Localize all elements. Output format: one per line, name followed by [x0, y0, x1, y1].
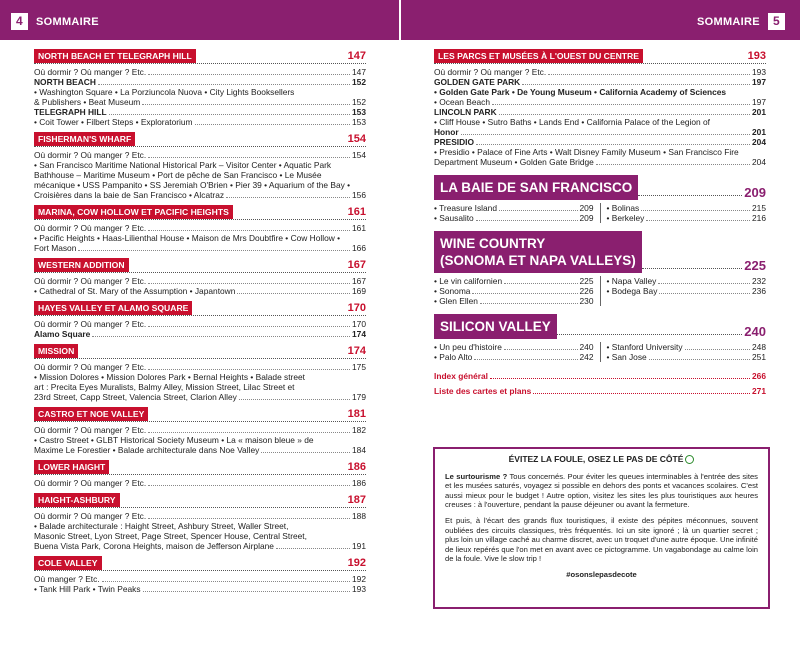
dot-leader [237, 293, 350, 294]
toc-line-page: 251 [752, 352, 766, 362]
dot-leader [499, 210, 578, 211]
toc-line-page: 197 [752, 97, 766, 107]
toc-line[interactable] [434, 67, 766, 77]
toc-line-text: • Un peu d'histoire [434, 342, 502, 352]
toc-line-text: • Bolinas [606, 203, 640, 213]
toc-line-text: • Bodega Bay [606, 286, 658, 296]
chapter-title [434, 231, 642, 273]
toc-line-text: Où dormir ? Où manger ? Etc. [34, 67, 147, 77]
callout-hashtag: #osonslepasdecote [566, 569, 637, 579]
toc-line[interactable] [434, 342, 594, 352]
toc-line-page: 230 [579, 296, 594, 306]
toc-line-text: • San Francisco Maritime National Historical Park – Visitor Center • Aquatic Park [34, 160, 332, 170]
toc-section [34, 490, 366, 551]
toc-line-page: 174 [352, 329, 366, 339]
toc-line-text: • Balade architecturale : Haight Street, Ashbury Street, Waller Street, [34, 521, 289, 531]
toc-line-page: 152 [352, 77, 366, 87]
toc-line-text: Où dormir ? Où manger ? Etc. [434, 67, 547, 77]
toc-line[interactable] [34, 362, 366, 372]
toc-line-text: Maxime Le Forestier • Balade architecturale dans Noe Valley [34, 445, 260, 455]
entries-right [607, 203, 767, 223]
toc-line[interactable] [434, 203, 594, 213]
section-title: WESTERN ADDITION [34, 258, 129, 272]
chapter-entries [434, 342, 766, 362]
toc-section-header[interactable] [34, 202, 366, 220]
toc-line-page: 191 [352, 541, 366, 551]
toc-line[interactable] [34, 117, 366, 127]
entries-left [434, 203, 594, 223]
toc-line[interactable] [434, 352, 594, 362]
dot-leader [476, 220, 578, 221]
right-header-title: SOMMAIRE [697, 16, 760, 28]
dot-leader [148, 157, 350, 158]
dot-leader [596, 164, 750, 165]
toc-line-page: 193 [352, 584, 366, 594]
toc-line[interactable] [434, 97, 766, 107]
section-page: 161 [347, 206, 366, 218]
toc-line-page: 216 [752, 213, 766, 223]
toc-line-text: • Ocean Beach [434, 97, 491, 107]
chapter-header[interactable] [434, 314, 766, 339]
toc-line[interactable] [434, 77, 766, 87]
toc-line[interactable] [434, 127, 766, 137]
section-page: 192 [347, 557, 366, 569]
dot-leader [548, 74, 750, 75]
toc-line-page: 167 [352, 276, 366, 286]
toc-line-text: Où dormir ? Où manger ? Etc. [34, 223, 147, 233]
toc-line[interactable] [34, 574, 366, 584]
toc-line[interactable] [607, 276, 767, 286]
toc-line[interactable] [434, 87, 766, 97]
dot-leader [142, 104, 350, 105]
toc-line-text: • Stanford University [606, 342, 683, 352]
callout-box [433, 447, 770, 609]
toc-line[interactable] [434, 107, 766, 117]
index-link-text: Liste des cartes et plans [434, 386, 532, 396]
toc-line-text: • San Jose [606, 352, 647, 362]
toc-line[interactable] [434, 147, 766, 157]
toc-section [34, 553, 366, 594]
entries-left [434, 342, 594, 362]
toc-section-header[interactable] [34, 457, 366, 475]
section-title: MISSION [34, 344, 78, 358]
section-page: 147 [347, 50, 366, 62]
dot-leader [533, 393, 750, 394]
toc-line-text: Bathhouse – Maritime Museum • Port de pêche de San Francisco • Le Musée [34, 170, 322, 180]
entries-left [434, 276, 594, 306]
toc-line-page: 184 [352, 445, 366, 455]
toc-section-header[interactable] [34, 298, 366, 316]
spacer [434, 362, 766, 366]
section-title: CASTRO ET NOE VALLEY [34, 407, 148, 421]
right-page-number: 5 [773, 14, 780, 28]
section-page: 174 [347, 345, 366, 357]
dot-leader [239, 399, 350, 400]
dot-leader [474, 359, 577, 360]
toc-section [434, 46, 766, 167]
toc-line-text: • Treasure Island [434, 203, 497, 213]
chapter-title: SILICON VALLEY [434, 314, 557, 339]
toc-line[interactable] [34, 478, 366, 488]
toc-line-page: 242 [579, 352, 594, 362]
toc-line[interactable] [34, 150, 366, 160]
dot-leader [148, 326, 350, 327]
section-title: HAYES VALLEY ET ALAMO SQUARE [34, 301, 192, 315]
dot-leader [92, 336, 350, 337]
toc-line-text: PRESIDIO [434, 137, 475, 147]
section-title: LOWER HAIGHT [34, 460, 109, 474]
toc-line-text: Où dormir ? Où manger ? Etc. [34, 511, 147, 521]
toc-line-page: 209 [579, 213, 594, 223]
toc-line-page: 175 [352, 362, 366, 372]
toc-section [34, 46, 366, 127]
toc-line-page: 153 [352, 117, 366, 127]
toc-line-page: 186 [352, 478, 366, 488]
toc-section [34, 404, 366, 455]
toc-line-text: & Publishers • Beat Museum [34, 97, 141, 107]
dot-leader [476, 144, 750, 145]
toc-line-text: Où manger ? Etc. [34, 574, 100, 584]
entries-right [607, 342, 767, 362]
toc-line-text: Department Museum • Golden Gate Bridge [434, 157, 594, 167]
entries-right [607, 276, 767, 306]
dot-leader [148, 369, 350, 370]
dot-leader [499, 114, 750, 115]
dot-leader [685, 349, 751, 350]
toc-line[interactable] [434, 157, 766, 167]
dot-leader [148, 283, 350, 284]
toc-line-text: • Napa Valley [606, 276, 657, 286]
toc-line-page: 193 [752, 67, 766, 77]
toc-line[interactable] [34, 233, 366, 243]
callout-lead: Le surtourisme ? [445, 471, 508, 481]
toc-section-header[interactable] [34, 255, 366, 273]
dot-leader [649, 359, 750, 360]
toc-line[interactable] [607, 286, 767, 296]
toc-section-header[interactable] [34, 46, 366, 64]
dot-leader [98, 84, 350, 85]
toc-line[interactable] [34, 97, 366, 107]
toc-section-header[interactable] [34, 341, 366, 359]
toc-line[interactable] [34, 435, 366, 445]
toc-section-header[interactable] [34, 553, 366, 571]
dot-leader [504, 349, 578, 350]
toc-line[interactable] [607, 213, 767, 223]
toc-line-page: 201 [752, 127, 766, 137]
toc-line-text: Honor [434, 127, 459, 137]
toc-section [34, 341, 366, 402]
toc-line[interactable] [34, 276, 366, 286]
toc-line-text: NORTH BEACH [34, 77, 96, 87]
toc-line-text: • Presidio • Palace of Fine Arts • Walt Disney Family Museum • San Francisco Fire [434, 147, 739, 157]
toc-line-text: • Coit Tower • Filbert Steps • Exploratorium [34, 117, 193, 127]
dot-leader [109, 114, 350, 115]
toc-line-text: 23rd Street, Capp Street, Valencia Street, Clarion Alley [34, 392, 237, 402]
toc-line[interactable] [607, 342, 767, 352]
dot-leader [522, 84, 750, 85]
column-divider [600, 276, 601, 306]
toc-line-page: 169 [352, 286, 366, 296]
section-page: 181 [347, 408, 366, 420]
toc-line[interactable] [34, 392, 366, 402]
section-title: HAIGHT-ASHBURY [34, 493, 120, 507]
chapter-header[interactable] [434, 231, 766, 273]
toc-line-text: Croisières dans la baie de San Francisco • Alcatraz [34, 190, 225, 200]
dot-leader [492, 104, 750, 105]
toc-line-text: • Le vin californien [434, 276, 503, 286]
chapter-header[interactable] [434, 175, 766, 200]
dot-leader [461, 134, 750, 135]
dot-leader [659, 293, 750, 294]
chapter-title-line: (SONOMA ET NAPA VALLEYS) [440, 253, 636, 268]
toc-line-text: • Palo Alto [434, 352, 473, 362]
toc-line[interactable] [34, 425, 366, 435]
callout-paragraph-2: Et puis, à l'écart des grands flux touristiques, il existe des pépites méconnues, souvent oubliées des circuits classiques, très fréquentés. Ici un site ignoré ; là un quartier secret ; plus loin un village caché au charme discret, avec un troquet d'une autre époque. Une infinité de lieux repérés que l'on met en avant avec ce pictogramme. Un vagabondage au calme loin de la foule. Vive le slow trip ! [445, 515, 758, 564]
dot-leader [148, 74, 350, 75]
chapter-page: 225 [744, 258, 766, 273]
toc-line[interactable] [434, 213, 594, 223]
toc-line[interactable] [34, 541, 366, 551]
dot-leader [642, 268, 743, 269]
toc-line-text: Masonic Street, Lyon Street, Page Street, Spencer House, Central Street, [34, 531, 307, 541]
toc-line-text: Fort Mason [34, 243, 77, 253]
section-page: 154 [347, 133, 366, 145]
toc-line-page: 209 [579, 203, 594, 213]
toc-line-page: 197 [752, 77, 766, 87]
toc-section-header[interactable] [34, 129, 366, 147]
left-toc-column [34, 44, 366, 594]
toc-line-page: 166 [352, 243, 366, 253]
toc-line-text: • Castro Street • GLBT Historical Society Museum • La « maison bleue » de [34, 435, 314, 445]
leaf-icon [685, 455, 694, 464]
toc-line[interactable] [34, 286, 366, 296]
dot-leader [557, 334, 743, 335]
section-page: 167 [347, 259, 366, 271]
toc-line-page: 179 [352, 392, 366, 402]
toc-line-text: • Sonoma [434, 286, 471, 296]
toc-line[interactable] [607, 352, 767, 362]
dot-leader [148, 432, 350, 433]
toc-line-page: 170 [352, 319, 366, 329]
dot-leader [226, 197, 350, 198]
column-divider [600, 342, 601, 362]
dot-leader [195, 124, 351, 125]
toc-line-page: 232 [752, 276, 766, 286]
toc-line-text: • Golden Gate Park • De Young Museum • California Academy of Sciences [434, 87, 727, 97]
toc-section-header[interactable] [34, 404, 366, 422]
toc-line-page: 147 [352, 67, 366, 77]
toc-line-text: mécanique • USS Pampanito • SS Jeremiah O'Brien • Pier 39 • Aquarium of the Bay • [34, 180, 351, 190]
dot-leader [504, 283, 577, 284]
toc-line[interactable] [34, 584, 366, 594]
toc-line-text: Où dormir ? Où manger ? Etc. [34, 425, 147, 435]
toc-line-page: 161 [352, 223, 366, 233]
section-page: 186 [347, 461, 366, 473]
toc-line-text: art : Precita Eyes Muralists, Balmy Alley, Mission Street, Lilac Street et [34, 382, 295, 392]
section-title: LES PARCS ET MUSÉES À L'OUEST DU CENTRE [434, 49, 643, 63]
toc-line[interactable] [34, 180, 366, 190]
dot-leader [276, 548, 350, 549]
toc-line-page: 248 [752, 342, 766, 352]
toc-line-page: 204 [752, 157, 766, 167]
toc-line[interactable] [34, 372, 366, 382]
index-link-page: 266 [752, 371, 766, 381]
toc-line-text: • Sausalito [434, 213, 474, 223]
chapter-page: 240 [744, 324, 766, 339]
toc-line[interactable] [34, 77, 366, 87]
toc-line[interactable] [607, 203, 767, 213]
index-link-page: 271 [752, 386, 766, 396]
index-link-text: Index général [434, 371, 488, 381]
toc-line[interactable] [434, 296, 594, 306]
toc-line-page: 182 [352, 425, 366, 435]
toc-line-text: Où dormir ? Où manger ? Etc. [34, 319, 147, 329]
toc-line-page: 204 [752, 137, 766, 147]
toc-line-text: • Cathedral of St. Mary of the Assumption • Japantown [34, 286, 236, 296]
dot-leader [78, 250, 350, 251]
section-page: 170 [347, 302, 366, 314]
dot-leader [148, 485, 350, 486]
toc-line[interactable] [434, 276, 594, 286]
left-header-title: SOMMAIRE [36, 16, 99, 28]
toc-line-page: 154 [352, 150, 366, 160]
toc-line-text: • Mission Dolores • Mission Dolores Park • Bernal Heights • Balade street [34, 372, 305, 382]
toc-line[interactable] [34, 319, 366, 329]
section-title: MARINA, COW HOLLOW ET PACIFIC HEIGHTS [34, 205, 233, 219]
toc-line-text: • Cliff House • Sutro Baths • Lands End • California Palace of the Legion of [434, 117, 711, 127]
toc-section [34, 202, 366, 253]
dot-leader [261, 452, 350, 453]
toc-line-page: 240 [579, 342, 594, 352]
toc-section [34, 255, 366, 296]
toc-line-text: Alamo Square [34, 329, 91, 339]
chapter-entries [434, 276, 766, 306]
toc-line-page: 153 [352, 107, 366, 117]
dot-leader [148, 230, 350, 231]
chapter-title: LA BAIE DE SAN FRANCISCO [434, 175, 638, 200]
toc-line-page: 215 [752, 203, 766, 213]
toc-line-text: Où dormir ? Où manger ? Etc. [34, 276, 147, 286]
toc-line[interactable] [34, 160, 366, 170]
section-title: FISHERMAN'S WHARF [34, 132, 135, 146]
toc-section [34, 298, 366, 339]
toc-line-text: Où dormir ? Où manger ? Etc. [34, 150, 147, 160]
toc-line-text: • Washington Square • La Porziuncola Nuova • City Lights Booksellers [34, 87, 295, 97]
toc-line-text: Buena Vista Park, Corona Heights, maison de Jefferson Airplane [34, 541, 274, 551]
dot-leader [472, 293, 577, 294]
toc-line-page: 156 [352, 190, 366, 200]
toc-line[interactable] [34, 445, 366, 455]
toc-line[interactable] [34, 190, 366, 200]
dot-leader [143, 591, 350, 592]
toc-line-text: • Glen Ellen [434, 296, 478, 306]
toc-line[interactable] [34, 170, 366, 180]
chapter-entries [434, 203, 766, 223]
toc-section [34, 457, 366, 488]
toc-section-header[interactable] [34, 490, 366, 508]
toc-line[interactable] [34, 87, 366, 97]
callout-title [445, 455, 758, 465]
toc-line-text: • Pacific Heights • Haas-Lilienthal House • Maison de Mrs Doubtfire • Cow Hollow • [34, 233, 341, 243]
dot-leader [102, 581, 350, 582]
dot-leader [480, 303, 578, 304]
toc-line[interactable] [34, 329, 366, 339]
toc-line-text: LINCOLN PARK [434, 107, 497, 117]
chapter-title-line: WINE COUNTRY [440, 236, 546, 251]
toc-line[interactable] [34, 531, 366, 541]
toc-line-page: 188 [352, 511, 366, 521]
toc-line-page: 225 [579, 276, 594, 286]
toc-line-page: 201 [752, 107, 766, 117]
toc-line[interactable] [34, 107, 366, 117]
callout-title-text: ÉVITEZ LA FOULE, OSEZ LE PAS DE CÔTÉ [508, 454, 684, 464]
dot-leader [646, 220, 750, 221]
toc-line[interactable] [434, 286, 594, 296]
toc-line-page: 152 [352, 97, 366, 107]
toc-line-page: 236 [752, 286, 766, 296]
column-divider [600, 203, 601, 223]
chapter-page: 209 [744, 185, 766, 200]
toc-line-page: 192 [352, 574, 366, 584]
toc-section-header[interactable] [434, 46, 766, 64]
index-link[interactable] [434, 386, 766, 396]
toc-line-text: • Berkeley [606, 213, 645, 223]
toc-line-text: Où dormir ? Où manger ? Etc. [34, 362, 147, 372]
spine [399, 0, 401, 668]
toc-section [34, 129, 366, 200]
section-title: COLE VALLEY [34, 556, 102, 570]
toc-line-text: Où dormir ? Où manger ? Etc. [34, 478, 147, 488]
toc-line[interactable] [434, 137, 766, 147]
dot-leader [638, 195, 742, 196]
toc-line-page: 226 [579, 286, 594, 296]
toc-line[interactable] [34, 223, 366, 233]
section-page: 187 [347, 494, 366, 506]
dot-leader [490, 378, 750, 379]
toc-line-text: TELEGRAPH HILL [34, 107, 107, 117]
toc-line-text: • Tank Hill Park • Twin Peaks [34, 584, 141, 594]
toc-line-text: GOLDEN GATE PARK [434, 77, 521, 87]
toc-line[interactable] [434, 117, 766, 127]
toc-line[interactable] [34, 243, 366, 253]
toc-line[interactable] [34, 511, 366, 521]
section-page: 193 [747, 50, 766, 62]
dot-leader [641, 210, 750, 211]
dot-leader [148, 518, 350, 519]
left-page-number: 4 [16, 14, 23, 28]
callout-p1-text: Tous concernés. Pour éviter les queues interminables à l'entrée des sites et les musées saturés, voyagez si possible en dehors des ponts et vacances scolaires. C'est aussi mieux pour le budget ! Autre option, visitez les sites les plus touristiques aux heures creuses : à l'ouverture, pendant la pause déjeuner ou avant la fermeture. [445, 471, 758, 510]
right-toc-column [434, 44, 766, 396]
toc-line[interactable] [34, 521, 366, 531]
toc-line[interactable] [34, 382, 366, 392]
dot-leader [658, 283, 750, 284]
toc-line[interactable] [34, 67, 366, 77]
section-title: NORTH BEACH ET TELEGRAPH HILL [34, 49, 196, 63]
callout-paragraph-1 [445, 472, 758, 510]
index-link[interactable] [434, 371, 766, 381]
